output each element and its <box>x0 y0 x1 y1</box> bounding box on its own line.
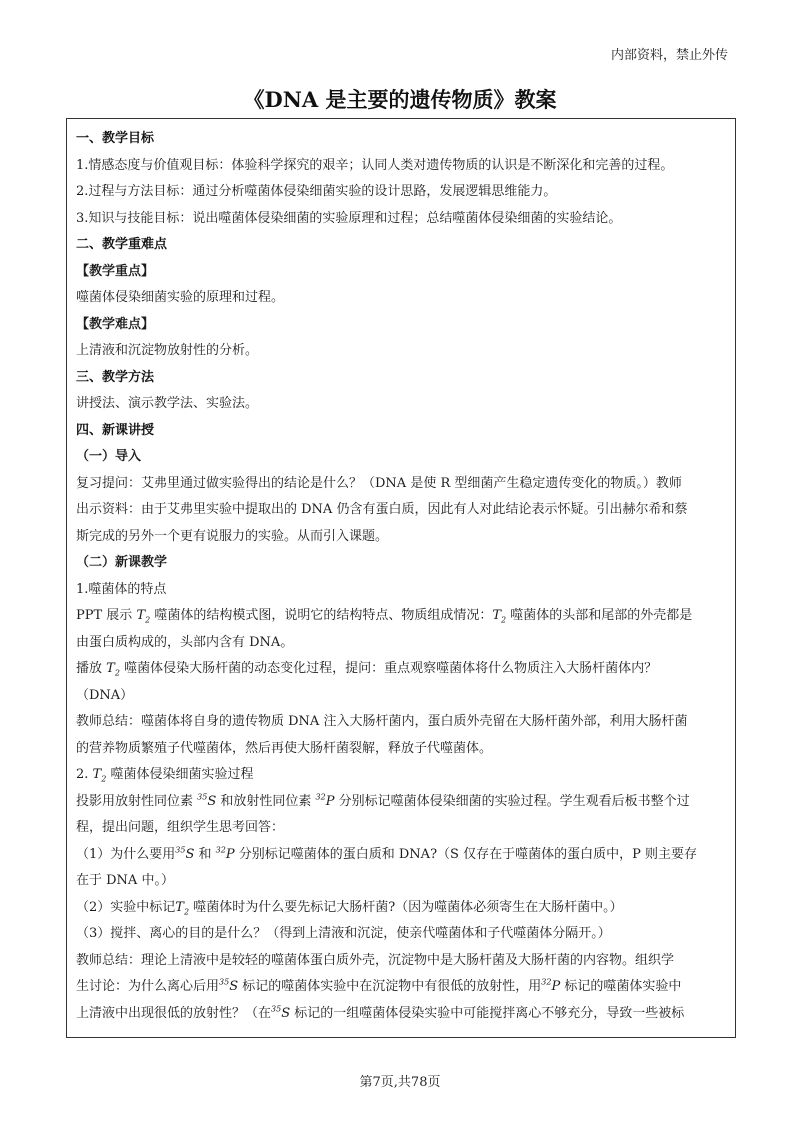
phage-features-line: PPT 展示 $T_2$ 噬菌体的结构模式图，说明它的结构特点、物质组成情况：$T_2$ 噬菌体的头部和尾部的外壳都是 <box>76 608 693 625</box>
section-heading-key-points: 二、教学重难点 <box>76 237 168 252</box>
phage-features-title: 1.噬菌体的特点 <box>76 581 167 597</box>
t2-symbol: $T_2$ <box>175 899 190 917</box>
phage-features-line: 播放 $T_2$ 噬菌体侵染大肠杆菌的动态变化过程，提问：重点观察噬菌体将什么物质注入大肠杆菌体内？ <box>76 661 658 678</box>
question-item: （3）搅拌、离心的目的是什么？（得到上清液和沉淀，使亲代噬菌体和子代噬菌体分隔开。） <box>76 926 611 941</box>
summary-line: 生讨论：为什么离心后用$^{35}$S 标记的噬菌体实验中在沉淀物中有很低的放射性，用$^{32}$P 标记的噬菌体实验中 <box>76 977 682 994</box>
new-lesson-heading: （二）新课教学 <box>76 555 168 570</box>
s35-symbol: $^{35}$S <box>219 977 239 994</box>
page-number: 第7页,共78页 <box>359 1075 441 1090</box>
phage-features-line: 由蛋白质构成的，头部内含有 DNA。 <box>76 634 294 650</box>
focus-text: 噬菌体侵染细菌实验的原理和过程。 <box>76 290 285 305</box>
p32-symbol: $^{32}$P <box>541 977 561 994</box>
objective-item: 1.情感态度与价值观目标：体验科学探究的艰辛；认同人类对遗传物质的认识是不断深化和完善的过程。 <box>76 157 674 173</box>
infection-experiment-line: 投影用放射性同位素 $^{35}$S 和放射性同位素 $^{32}$P 分别标记噬菌体侵染细菌的实验过程。学生观看后板书整个过 <box>76 792 690 809</box>
lesson-plan-box <box>66 118 736 1038</box>
confidential-note: 内部资料，禁止外传 <box>610 48 728 63</box>
intro-paragraph-line: 斯完成的另外一个更有说服力的实验。从而引入课题。 <box>76 528 389 544</box>
t2-symbol: $T_2$ <box>92 767 107 784</box>
section-heading-objectives: 一、教学目标 <box>76 131 155 146</box>
t2-symbol: $T_2$ <box>106 661 120 678</box>
difficulty-text: 上清液和沉淀物放射性的分析。 <box>76 343 259 358</box>
s35-symbol: $^{35}$S <box>271 1004 291 1021</box>
s35-symbol: $^{35}$S <box>197 792 217 809</box>
methods-text: 讲授法、演示教学法、实验法。 <box>76 396 259 411</box>
p32-symbol: $^{32}$P <box>315 792 335 809</box>
infection-experiment-title: 2. $T_2$ 噬菌体侵染细菌实验过程 <box>76 767 254 784</box>
summary-line: 教师总结：理论上清液中是较轻的噬菌体蛋白质外壳，沉淀物中是大肠杆菌及大肠杆菌的内容物。组织学 <box>76 952 675 968</box>
phage-features-line: （DNA） <box>76 687 134 703</box>
summary-line: 上清液中出现很低的放射性？（在$^{35}$S 标记的一组噬菌体侵染实验中可能搅拌离心不够充分，导致一些被标 <box>76 1004 685 1021</box>
document-title: 《DNA 是主要的遗传物质》教案 <box>243 87 557 112</box>
objective-item: 3.知识与技能目标：说出噬菌体侵染细菌的实验原理和过程；总结噬菌体侵染细菌的实验结论。 <box>76 210 622 226</box>
focus-label: 【教学重点】 <box>76 263 155 279</box>
s35-symbol: $^{35}$S <box>175 845 195 862</box>
t2-symbol: $T_2$ <box>492 608 507 625</box>
phage-features-line: 的营养物质繁殖子代噬菌体，然后再使大肠杆菌裂解，释放子代噬菌体。 <box>76 740 493 756</box>
difficulty-label: 【教学难点】 <box>76 316 155 332</box>
intro-paragraph-line: 复习提问：艾弗里通过做实验得出的结论是什么？（DNA 是使 R 型细菌产生稳定遗传变化的物质。）教师 <box>76 475 682 491</box>
question-item: （2）实验中标记$T_2$ 噬菌体时为什么要先标记大肠杆菌?（因为噬菌体必须寄生在大肠杆菌中。） <box>76 899 623 917</box>
intro-heading: （一）导入 <box>76 449 142 464</box>
question-item: （1）为什么要用$^{35}$S 和 $^{32}$P 分别标记噬菌体的蛋白质和 DNA?（S 仅存在于噬菌体的蛋白质中，P 则主要存 <box>76 845 697 862</box>
objective-item: 2.过程与方法目标：通过分析噬菌体侵染细菌实验的设计思路，发展逻辑思维能力。 <box>76 184 557 199</box>
section-heading-methods: 三、教学方法 <box>76 369 155 385</box>
phage-features-line: 教师总结：噬菌体将自身的遗传物质 DNA 注入大肠杆菌内，蛋白质外壳留在大肠杆菌外部，利用大肠杆菌 <box>76 714 688 729</box>
intro-paragraph-line: 出示资料：由于艾弗里实验中提取出的 DNA 仍含有蛋白质，因此有人对此结论表示怀疑。引出赫尔希和蔡 <box>76 502 688 517</box>
section-heading-lesson: 四、新课讲授 <box>76 422 155 438</box>
t2-symbol: $T_2$ <box>136 608 151 625</box>
question-item: 在于 DNA 中。） <box>76 873 174 888</box>
p32-symbol: $^{32}$P <box>215 845 235 862</box>
infection-experiment-line: 程，提出问题，组织学生思考回答： <box>76 820 285 835</box>
